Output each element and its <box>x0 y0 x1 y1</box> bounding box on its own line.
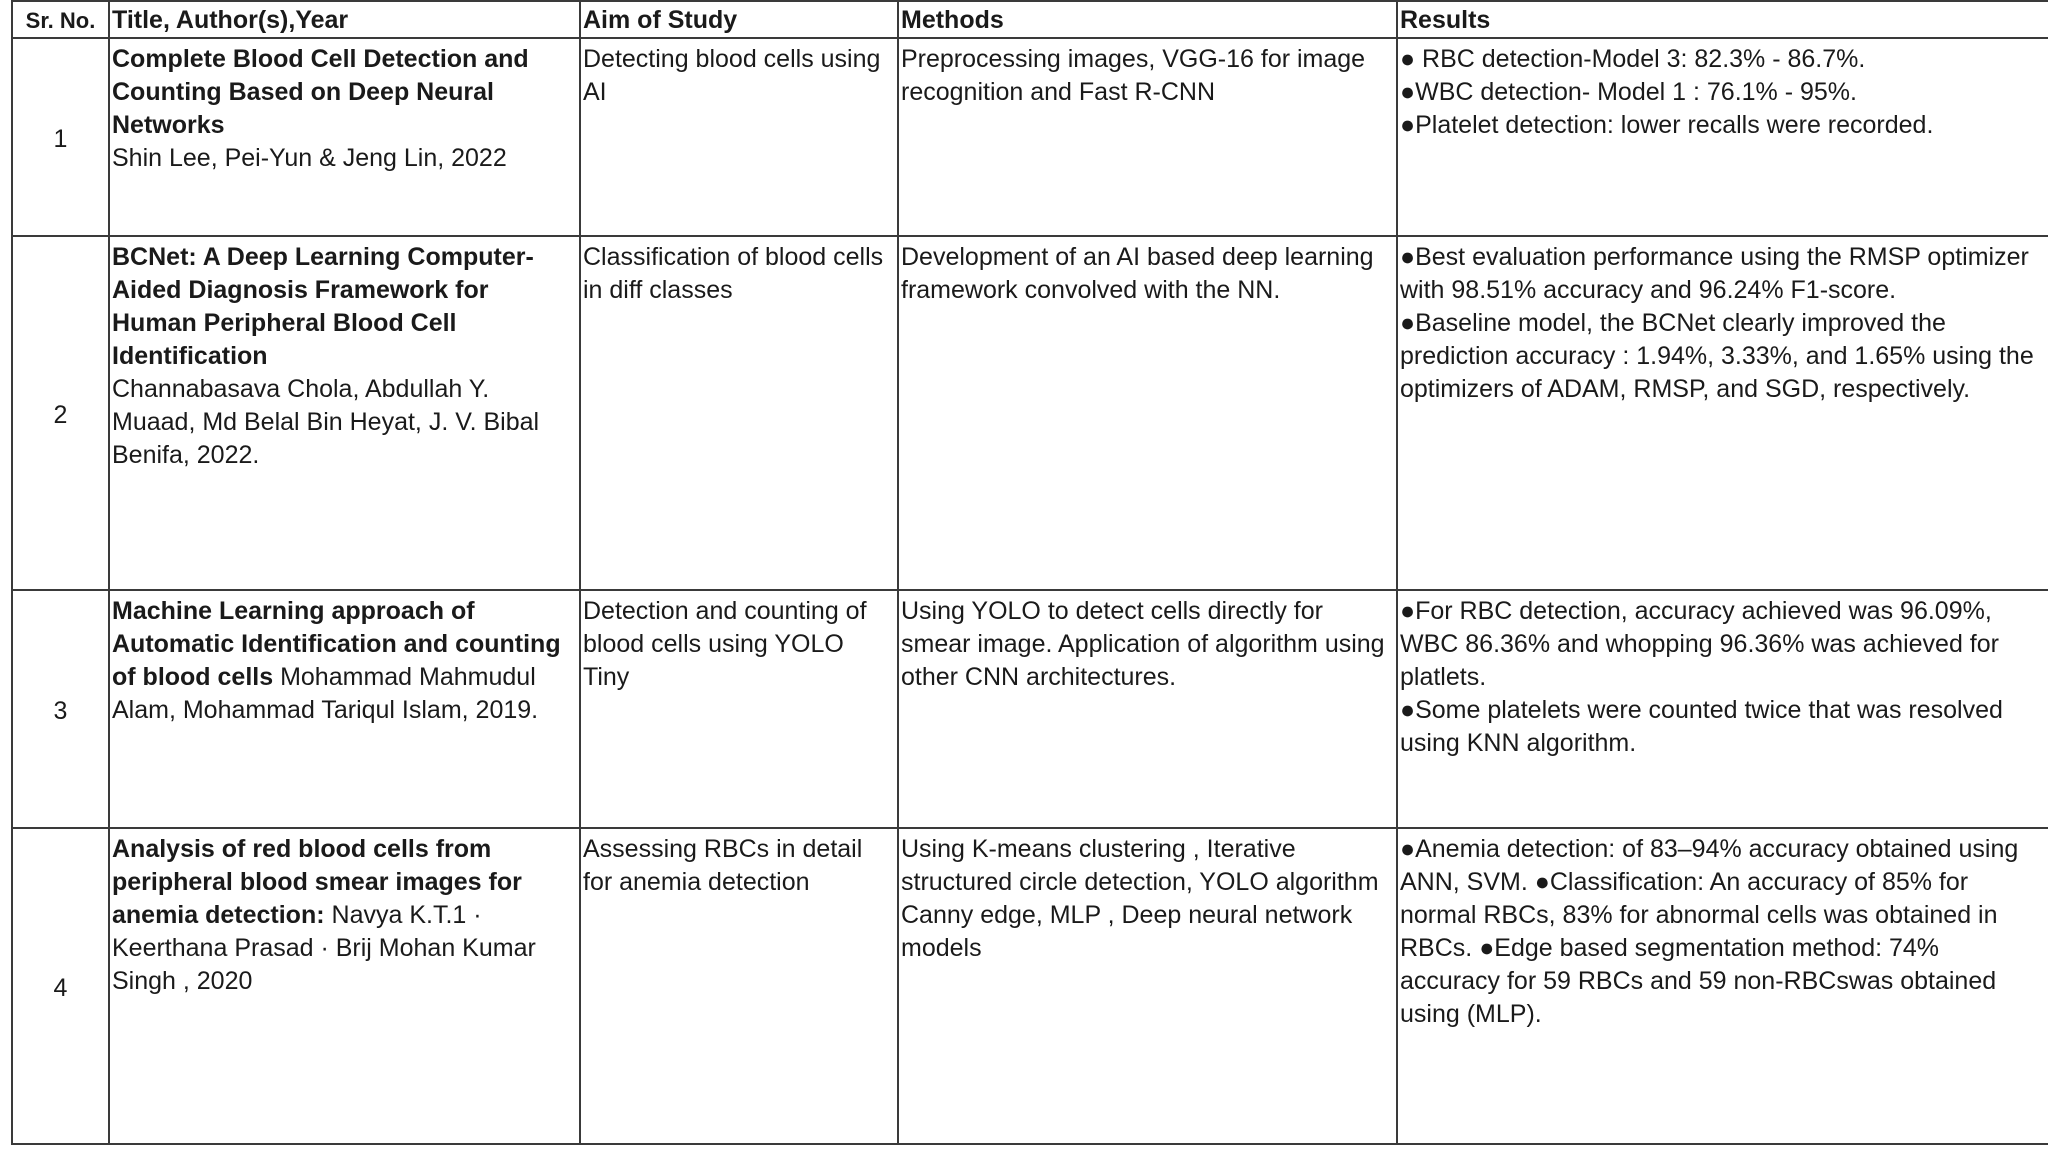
sr-no-cell: 3 <box>12 590 109 828</box>
header-aim-of-study: Aim of Study <box>580 1 898 38</box>
header-results: Results <box>1397 1 2048 38</box>
methods-cell: Using YOLO to detect cells directly for smear image. Application of algorithm using other CNN architectures. <box>898 590 1397 828</box>
paper-authors: Channabasava Chola, Abdullah Y. Muaad, Md Belal Bin Heyat, J. V. Bibal Benifa, 2022. <box>112 375 540 469</box>
result-item: ● RBC detection-Model 3: 82.3% - 86.7%. <box>1400 45 1866 73</box>
table-row <box>12 590 2048 828</box>
title-authors-cell <box>109 828 580 1144</box>
paper-authors: Mohammad Mahmudul Alam, Mohammad Tariqul Islam, 2019. <box>112 663 539 724</box>
title-authors-cell <box>109 590 580 828</box>
result-item: ●Baseline model, the BCNet clearly improved the prediction accuracy : 1.94%, 3.33%, and 1.65% using the optimizers of ADAM, RMSP, and SGD, respectively. <box>1400 309 2034 403</box>
sr-no-cell: 1 <box>12 38 109 236</box>
result-item: ●Edge based segmentation method: 74% accuracy for 59 RBCs and 59 non-RBCswas obtained using (MLP). <box>1400 934 1997 1028</box>
results-cell <box>1397 828 2048 1144</box>
result-item: ●Some platelets were counted twice that was resolved using KNN algorithm. <box>1400 696 2003 757</box>
paper-title: Complete Blood Cell Detection and Counting Based on Deep Neural Networks <box>112 45 529 139</box>
table-header-row <box>12 1 2048 38</box>
aim-cell: Assessing RBCs in detail for anemia detection <box>580 828 898 1144</box>
result-item: ●Best evaluation performance using the RMSP optimizer with 98.51% accuracy and 96.24% F1-score. <box>1400 243 2029 304</box>
header-methods: Methods <box>898 1 1397 38</box>
header-sr-no: Sr. No. <box>12 1 109 38</box>
literature-review-table <box>11 0 2048 1145</box>
aim-cell: Detection and counting of blood cells using YOLO Tiny <box>580 590 898 828</box>
results-cell <box>1397 38 2048 236</box>
paper-title: Analysis of red blood cells from peripheral blood smear images for anemia detection: <box>112 835 522 929</box>
result-item: ●Anemia detection: of 83–94% accuracy obtained using ANN, SVM. <box>1400 835 2019 896</box>
title-authors-cell <box>109 236 580 590</box>
result-item: ●WBC detection- Model 1 : 76.1% - 95%. <box>1400 78 1857 106</box>
result-item: ●Classification: An accuracy of 85% for normal RBCs, 83% for abnormal cells was obtained in RBCs. <box>1400 868 1998 962</box>
results-cell <box>1397 590 2048 828</box>
aim-cell: Classification of blood cells in diff classes <box>580 236 898 590</box>
header-title-authors-year: Title, Author(s),Year <box>109 1 580 38</box>
paper-authors: Navya K.T.1 · Keerthana Prasad · Brij Mohan Kumar Singh , 2020 <box>112 901 536 995</box>
table-row <box>12 828 2048 1144</box>
table-row <box>12 236 2048 590</box>
paper-title: Machine Learning approach of Automatic Identification and counting of blood cells <box>112 597 561 691</box>
title-authors-cell <box>109 38 580 236</box>
paper-authors: Shin Lee, Pei-Yun & Jeng Lin, 2022 <box>112 144 507 172</box>
sr-no-cell: 4 <box>12 828 109 1144</box>
table-row <box>12 38 2048 236</box>
methods-cell: Using K-means clustering , Iterative structured circle detection, YOLO algorithm Canny edge, MLP , Deep neural network models <box>898 828 1397 1144</box>
result-item: ●For RBC detection, accuracy achieved was 96.09%, WBC 86.36% and whopping 96.36% was achieved for platlets. <box>1400 597 1999 691</box>
sr-no-cell: 2 <box>12 236 109 590</box>
aim-cell: Detecting blood cells using AI <box>580 38 898 236</box>
paper-title: BCNet: A Deep Learning Computer-Aided Diagnosis Framework for Human Peripheral Blood Cell Identification <box>112 243 534 370</box>
results-cell <box>1397 236 2048 590</box>
result-item: ●Platelet detection: lower recalls were recorded. <box>1400 111 1934 139</box>
methods-cell: Development of an AI based deep learning framework convolved with the NN. <box>898 236 1397 590</box>
methods-cell: Preprocessing images, VGG-16 for image recognition and Fast R-CNN <box>898 38 1397 236</box>
